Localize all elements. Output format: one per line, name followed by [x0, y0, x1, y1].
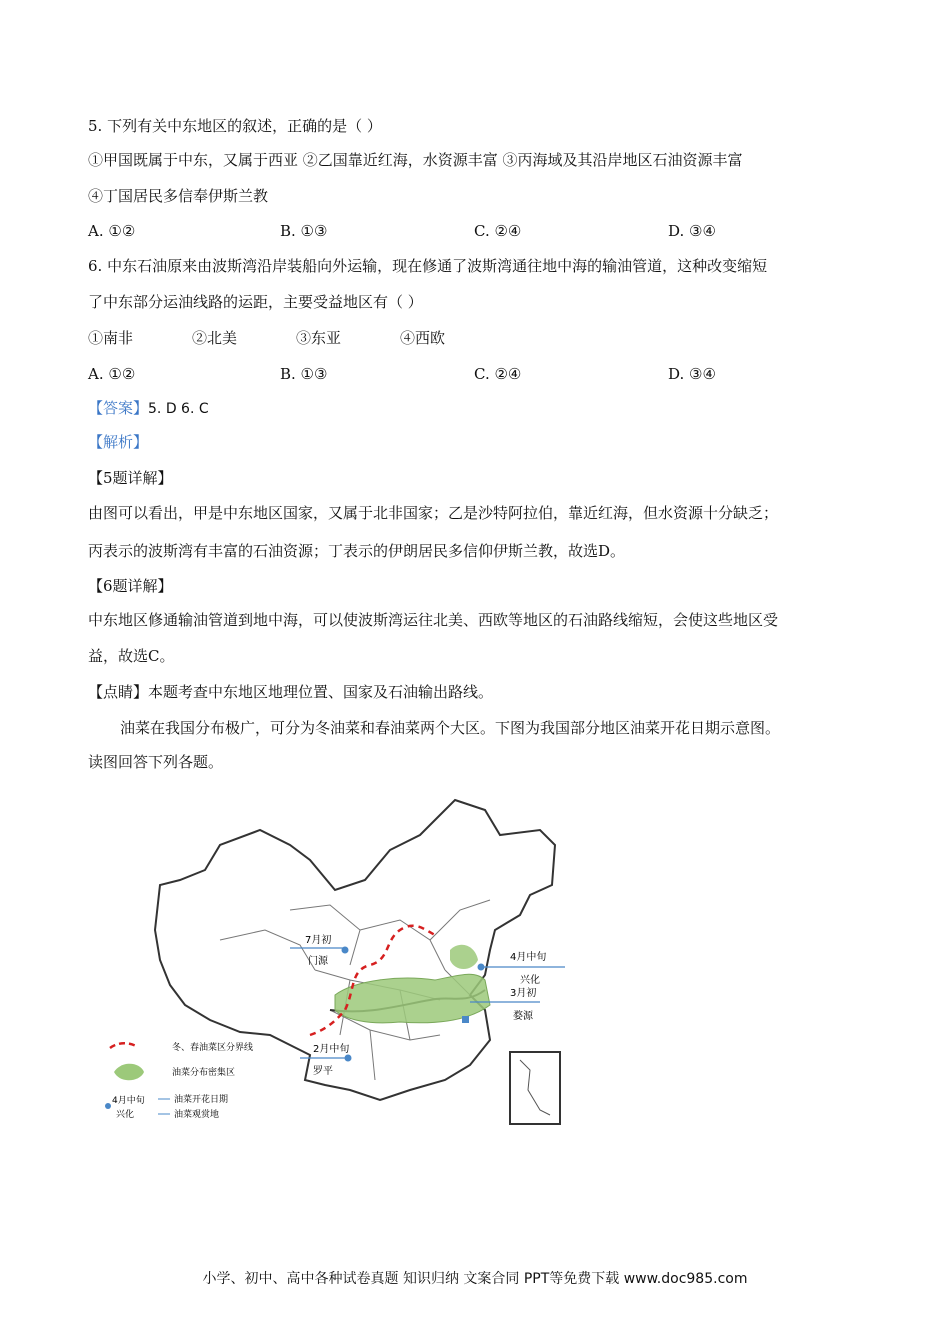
- q6-choice-4: ④西欧: [400, 329, 446, 347]
- legend-place-example: 兴化: [116, 1110, 135, 1120]
- q6-option-a: A. ①②: [88, 365, 136, 383]
- comment-line: [88, 682, 493, 702]
- q5-option-a: A. ①②: [88, 222, 136, 240]
- china-map-svg: [100, 790, 570, 1130]
- legend-boundary-swatch: [110, 1043, 136, 1048]
- q5-statements-line2: ④丁国居民多信奉伊斯兰教: [88, 187, 269, 205]
- luoping-date: 2月中旬: [313, 1044, 350, 1055]
- menyuan-marker: [342, 947, 349, 954]
- q5-stem: 5. 下列有关中东地区的叙述，正确的是（ ）: [88, 117, 382, 135]
- detail6-tag: 【6题详解】: [88, 577, 173, 595]
- luoping-marker: [345, 1055, 352, 1062]
- wuyuan-place: 婺源: [513, 1011, 533, 1022]
- wuyuan-marker: [462, 1016, 469, 1023]
- menyuan-date: 7月初: [305, 935, 332, 946]
- q6-option-b: B. ①③: [280, 365, 328, 383]
- xinghua-date: 4月中旬: [510, 952, 547, 963]
- legend-marker: [105, 1103, 111, 1109]
- q6-option-c: C. ②④: [474, 365, 522, 383]
- q6-stem-line2: 了中东部分运油线路的运距，主要受益地区有（ ）: [88, 293, 423, 311]
- comment-tag: 【点睛】: [88, 683, 149, 701]
- legend-distribution-swatch: [114, 1064, 144, 1081]
- china-outline: [155, 800, 555, 1100]
- q5-option-b: B. ①③: [280, 222, 328, 240]
- q5-option-c: C. ②④: [474, 222, 522, 240]
- legend-viewing-site: 油菜观赏地: [174, 1110, 220, 1120]
- legend-distribution: 油菜分布密集区: [172, 1068, 236, 1078]
- q6-option-d: D. ③④: [668, 365, 716, 383]
- menyuan-place: 门源: [308, 956, 328, 967]
- rapeseed-flowering-map: [100, 790, 570, 1130]
- q5-option-d: D. ③④: [668, 222, 716, 240]
- intro-line1: 油菜在我国分布极广，可分为冬油菜和春油菜两个大区。下图为我国部分地区油菜开花日期示意图。: [120, 719, 781, 737]
- detail6-line1: 中东地区修通输油管道到地中海，可以使波斯湾运往北美、西欧等地区的石油路线缩短，会使这些地区受: [88, 611, 779, 629]
- q6-choice-2: ②北美: [192, 329, 238, 347]
- south-china-sea-inset: [510, 1052, 560, 1124]
- intro-line2: 读图回答下列各题。: [88, 753, 224, 771]
- legend-date-example: 4月中旬: [112, 1096, 145, 1106]
- detail5-line1: 由图可以看出，甲是中东地区国家，又属于北非国家；乙是沙特阿拉伯，靠近红海，但水资源十分缺乏；: [88, 504, 779, 522]
- xinghua-marker: [478, 964, 485, 971]
- page-footer: 小学、初中、高中各种试卷真题 知识归纳 文案合同 PPT等免费下载 www.doc985.com: [202, 1271, 748, 1287]
- q5-statements-line1: ①甲国既属于中东，又属于西亚 ②乙国靠近红海，水资源丰富 ③丙海域及其沿岸地区石油资源丰富: [88, 151, 743, 169]
- comment-text: 本题考查中东地区地理位置、国家及石油输出路线。: [148, 683, 494, 701]
- answer-line: [88, 398, 209, 419]
- luoping-place: 罗平: [313, 1066, 333, 1077]
- q6-choice-1: ①南非: [88, 329, 134, 347]
- detail5-tag: 【5题详解】: [88, 469, 173, 487]
- q6-stem-line1: 6. 中东石油原来由波斯湾沿岸装船向外运输，现在修通了波斯湾通往地中海的输油管道，这种改变缩短: [88, 257, 768, 275]
- detail5-line2: 丙表示的波斯湾有丰富的石油资源；丁表示的伊朗居民多信仰伊斯兰教，故选D。: [88, 542, 626, 560]
- analysis-tag: 【解析】: [88, 433, 149, 451]
- xinghua-place: 兴化: [520, 975, 540, 986]
- q6-choice-3: ③东亚: [296, 329, 342, 347]
- legend-flower-date: 油菜开花日期: [174, 1095, 229, 1105]
- legend-boundary: 冬、春油菜区分界线: [172, 1043, 254, 1053]
- answer-tag: 【答案】: [88, 399, 149, 417]
- detail6-line2: 益，故选C。: [88, 647, 175, 665]
- map-legend: [105, 1041, 253, 1120]
- wuyuan-date: 3月初: [510, 988, 537, 999]
- answer-text: 5. D 6. C: [148, 401, 209, 417]
